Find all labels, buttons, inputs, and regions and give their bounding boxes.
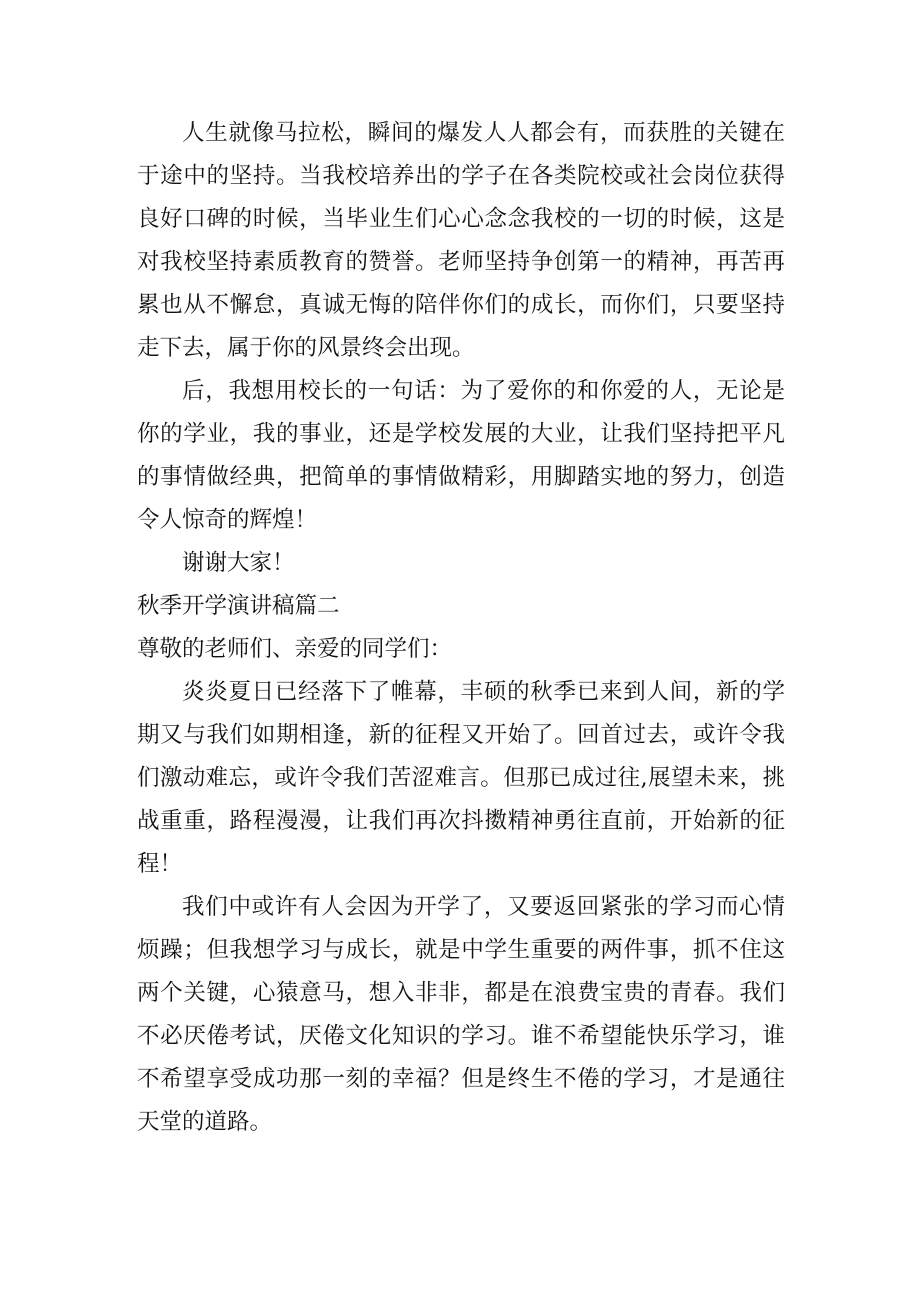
salutation: 尊敬的老师们、亲爱的同学们： bbox=[137, 636, 453, 662]
document-body bbox=[137, 112, 785, 1144]
paragraph-closing-quote: 后，我想用校长的一句话：为了爱你的和你爱的人，无论是你的学业，我的事业，还是学校发展的大业，让我们坚持把平凡的事情做经典，把简单的事情做精彩，用脚踏实地的努力，创造令人惊奇的辉煌！ bbox=[137, 378, 785, 533]
paragraph-autumn: 炎炎夏日已经落下了帷幕，丰硕的秋季已来到人间，新的学期又与我们如期相逢，新的征程又开始了。回首过去，或许令我们激动难忘，或许令我们苦涩难言。但那已成过往,展望未来，挑战重重，路程漫漫，让我们再次抖擞精神勇往直前，开始新的征程！ bbox=[137, 679, 785, 877]
paragraph-thanks: 谢谢大家！ bbox=[182, 550, 295, 576]
paragraph-learning: 我们中或许有人会因为开学了，又要返回紧张的学习而心情烦躁；但我想学习与成长，就是中学生重要的两件事，抓不住这两个关键，心猿意马，想入非非，都是在浪费宝贵的青春。我们不必厌倦考试，厌倦文化知识的学习。谁不希望能快乐学习，谁不希望享受成功那一刻的幸福？但是终生不倦的学习，才是通往天堂的道路。 bbox=[137, 894, 785, 1135]
paragraph-marathon: 人生就像马拉松，瞬间的爆发人人都会有，而获胜的关键在于途中的坚持。当我校培养出的学子在各类院校或社会岗位获得良好口碑的时候，当毕业生们心心念念我校的一切的时候，这是对我校坚持素质教育的赞誉。老师坚持争创第一的精神，再苦再累也从不懈怠，真诚无悔的陪伴你们的成长，而你们，只要坚持走下去，属于你的风景终会出现。 bbox=[137, 120, 785, 361]
section-heading: 秋季开学演讲稿篇二 bbox=[137, 593, 340, 619]
